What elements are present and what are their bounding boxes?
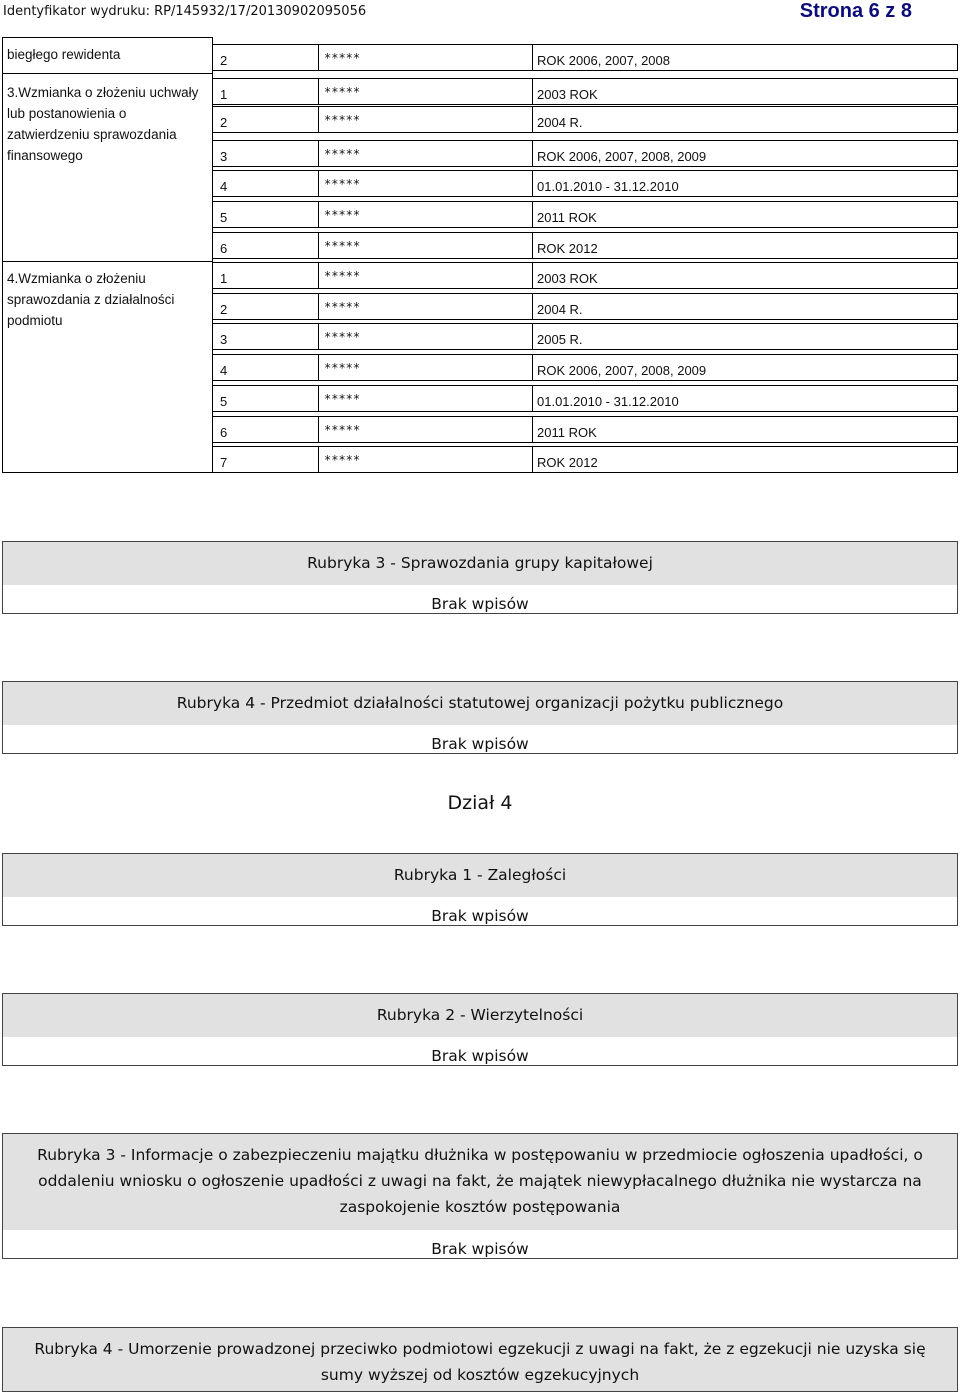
- label-section-3-text: 3.Wzmianka o złożeniu uchwały lub postanowienia o zatwierdzeniu sprawozdania finansowego: [7, 85, 199, 163]
- row-period: ROK 2006, 2007, 2008, 2009: [537, 363, 707, 378]
- rubric-title: Rubryka 4 - Umorzenie prowadzonej przeciwko podmiotowi egzekucji z uwagi na fakt, że z egzekucji nie uzyska się sumy wyższej od kosztów egzekucyjnych: [34, 1340, 926, 1384]
- row-number: 4: [220, 179, 228, 194]
- print-identifier: Identyfikator wydruku: RP/145932/17/20130902095056: [3, 4, 367, 19]
- table-row: [212, 140, 958, 167]
- row-value: *****: [324, 177, 361, 191]
- row-period: 2005 R.: [537, 332, 583, 347]
- no-entries-row: [2, 585, 958, 614]
- no-entries-text: Brak wpisów: [431, 735, 529, 753]
- page-number: Strona 6 z 8: [799, 0, 912, 22]
- row-number: 2: [220, 115, 228, 130]
- row-period: 2004 R.: [537, 302, 583, 317]
- row-period: 2003 ROK: [537, 271, 598, 286]
- row-period: ROK 2006, 2007, 2008: [537, 53, 670, 68]
- label-section-4-text: 4.Wzmianka o złożeniu sprawozdania z działalności podmiotu: [7, 271, 175, 328]
- table-row: [212, 170, 958, 197]
- table-row: [212, 262, 958, 289]
- row-period: ROK 2012: [537, 241, 598, 256]
- row-period: 2004 R.: [537, 115, 583, 130]
- section-title: [0, 792, 960, 814]
- row-value: *****: [324, 51, 361, 65]
- row-number: 5: [220, 394, 228, 409]
- table-row: [212, 201, 958, 228]
- table-row: [212, 416, 958, 443]
- row-value: *****: [324, 453, 361, 467]
- section-title-text: Dział 4: [447, 792, 513, 814]
- notices-table: [2, 37, 958, 473]
- row-value: *****: [324, 269, 361, 283]
- label-auditor-text: biegłego rewidenta: [7, 47, 121, 62]
- row-period: 01.01.2010 - 31.12.2010: [537, 179, 679, 194]
- row-value: *****: [324, 330, 361, 344]
- table-row: [212, 106, 958, 133]
- label-section-3: [2, 73, 213, 262]
- row-period: 2003 ROK: [537, 87, 598, 102]
- rubric-header: [2, 993, 958, 1038]
- row-value: *****: [324, 392, 361, 406]
- row-period: 01.01.2010 - 31.12.2010: [537, 394, 679, 409]
- table-row: [212, 44, 958, 71]
- page-header: [0, 0, 960, 30]
- no-entries-row: [2, 897, 958, 926]
- row-value: *****: [324, 208, 361, 222]
- no-entries-row: [2, 1037, 958, 1066]
- row-period: ROK 2012: [537, 455, 598, 470]
- row-number: 1: [220, 271, 228, 286]
- rubric-header: [2, 1133, 958, 1231]
- row-period: 2011 ROK: [537, 210, 597, 225]
- label-auditor: [2, 37, 213, 74]
- table-row: [212, 323, 958, 350]
- rubric-title: Rubryka 1 - Zaległości: [393, 866, 567, 884]
- label-section-4: [2, 261, 213, 473]
- row-number: 7: [220, 455, 228, 470]
- rubric-title: Rubryka 3 - Sprawozdania grupy kapitałowej: [307, 554, 653, 572]
- row-period: ROK 2006, 2007, 2008, 2009: [537, 149, 707, 164]
- table-row: [212, 232, 958, 259]
- table-row: [212, 78, 958, 105]
- no-entries-row: [2, 725, 958, 754]
- no-entries-text: Brak wpisów: [431, 1240, 529, 1258]
- rubric-title: Rubryka 3 - Informacje o zabezpieczeniu majątku dłużnika w postępowaniu w przedmiocie ogłoszenia upadłości, o oddaleniu wniosku o ogłoszenie upadłości z uwagi na fakt, że majątek niewypłacalnego dłużnika nie wystarcza na zaspokojenie kosztów postępowania: [37, 1146, 923, 1216]
- rubric-header: [2, 541, 958, 586]
- table-row: [212, 446, 958, 473]
- rubric-header: [2, 681, 958, 726]
- row-value: *****: [324, 239, 361, 253]
- row-number: 3: [220, 332, 228, 347]
- row-number: 3: [220, 149, 228, 164]
- table-row: [212, 293, 958, 320]
- table-row: [212, 385, 958, 412]
- rubric-header: [2, 1327, 958, 1392]
- row-number: 1: [220, 87, 228, 102]
- row-number: 5: [220, 210, 228, 225]
- table-row: [212, 354, 958, 381]
- rubric-title: Rubryka 4 - Przedmiot działalności statutowej organizacji pożytku publicznego: [176, 694, 784, 712]
- no-entries-text: Brak wpisów: [431, 1047, 529, 1065]
- rubric-header: [2, 853, 958, 898]
- no-entries-row: [2, 1230, 958, 1259]
- row-value: *****: [324, 85, 361, 99]
- no-entries-text: Brak wpisów: [431, 907, 529, 925]
- row-value: *****: [324, 300, 361, 314]
- row-number: 6: [220, 241, 228, 256]
- row-period: 2011 ROK: [537, 425, 597, 440]
- row-value: *****: [324, 147, 361, 161]
- row-number: 4: [220, 363, 228, 378]
- row-number: 6: [220, 425, 228, 440]
- row-value: *****: [324, 361, 361, 375]
- row-value: *****: [324, 423, 361, 437]
- no-entries-text: Brak wpisów: [431, 595, 529, 613]
- row-number: 2: [220, 302, 228, 317]
- row-value: *****: [324, 113, 361, 127]
- rubric-title: Rubryka 2 - Wierzytelności: [376, 1006, 584, 1024]
- row-number: 2: [220, 53, 228, 68]
